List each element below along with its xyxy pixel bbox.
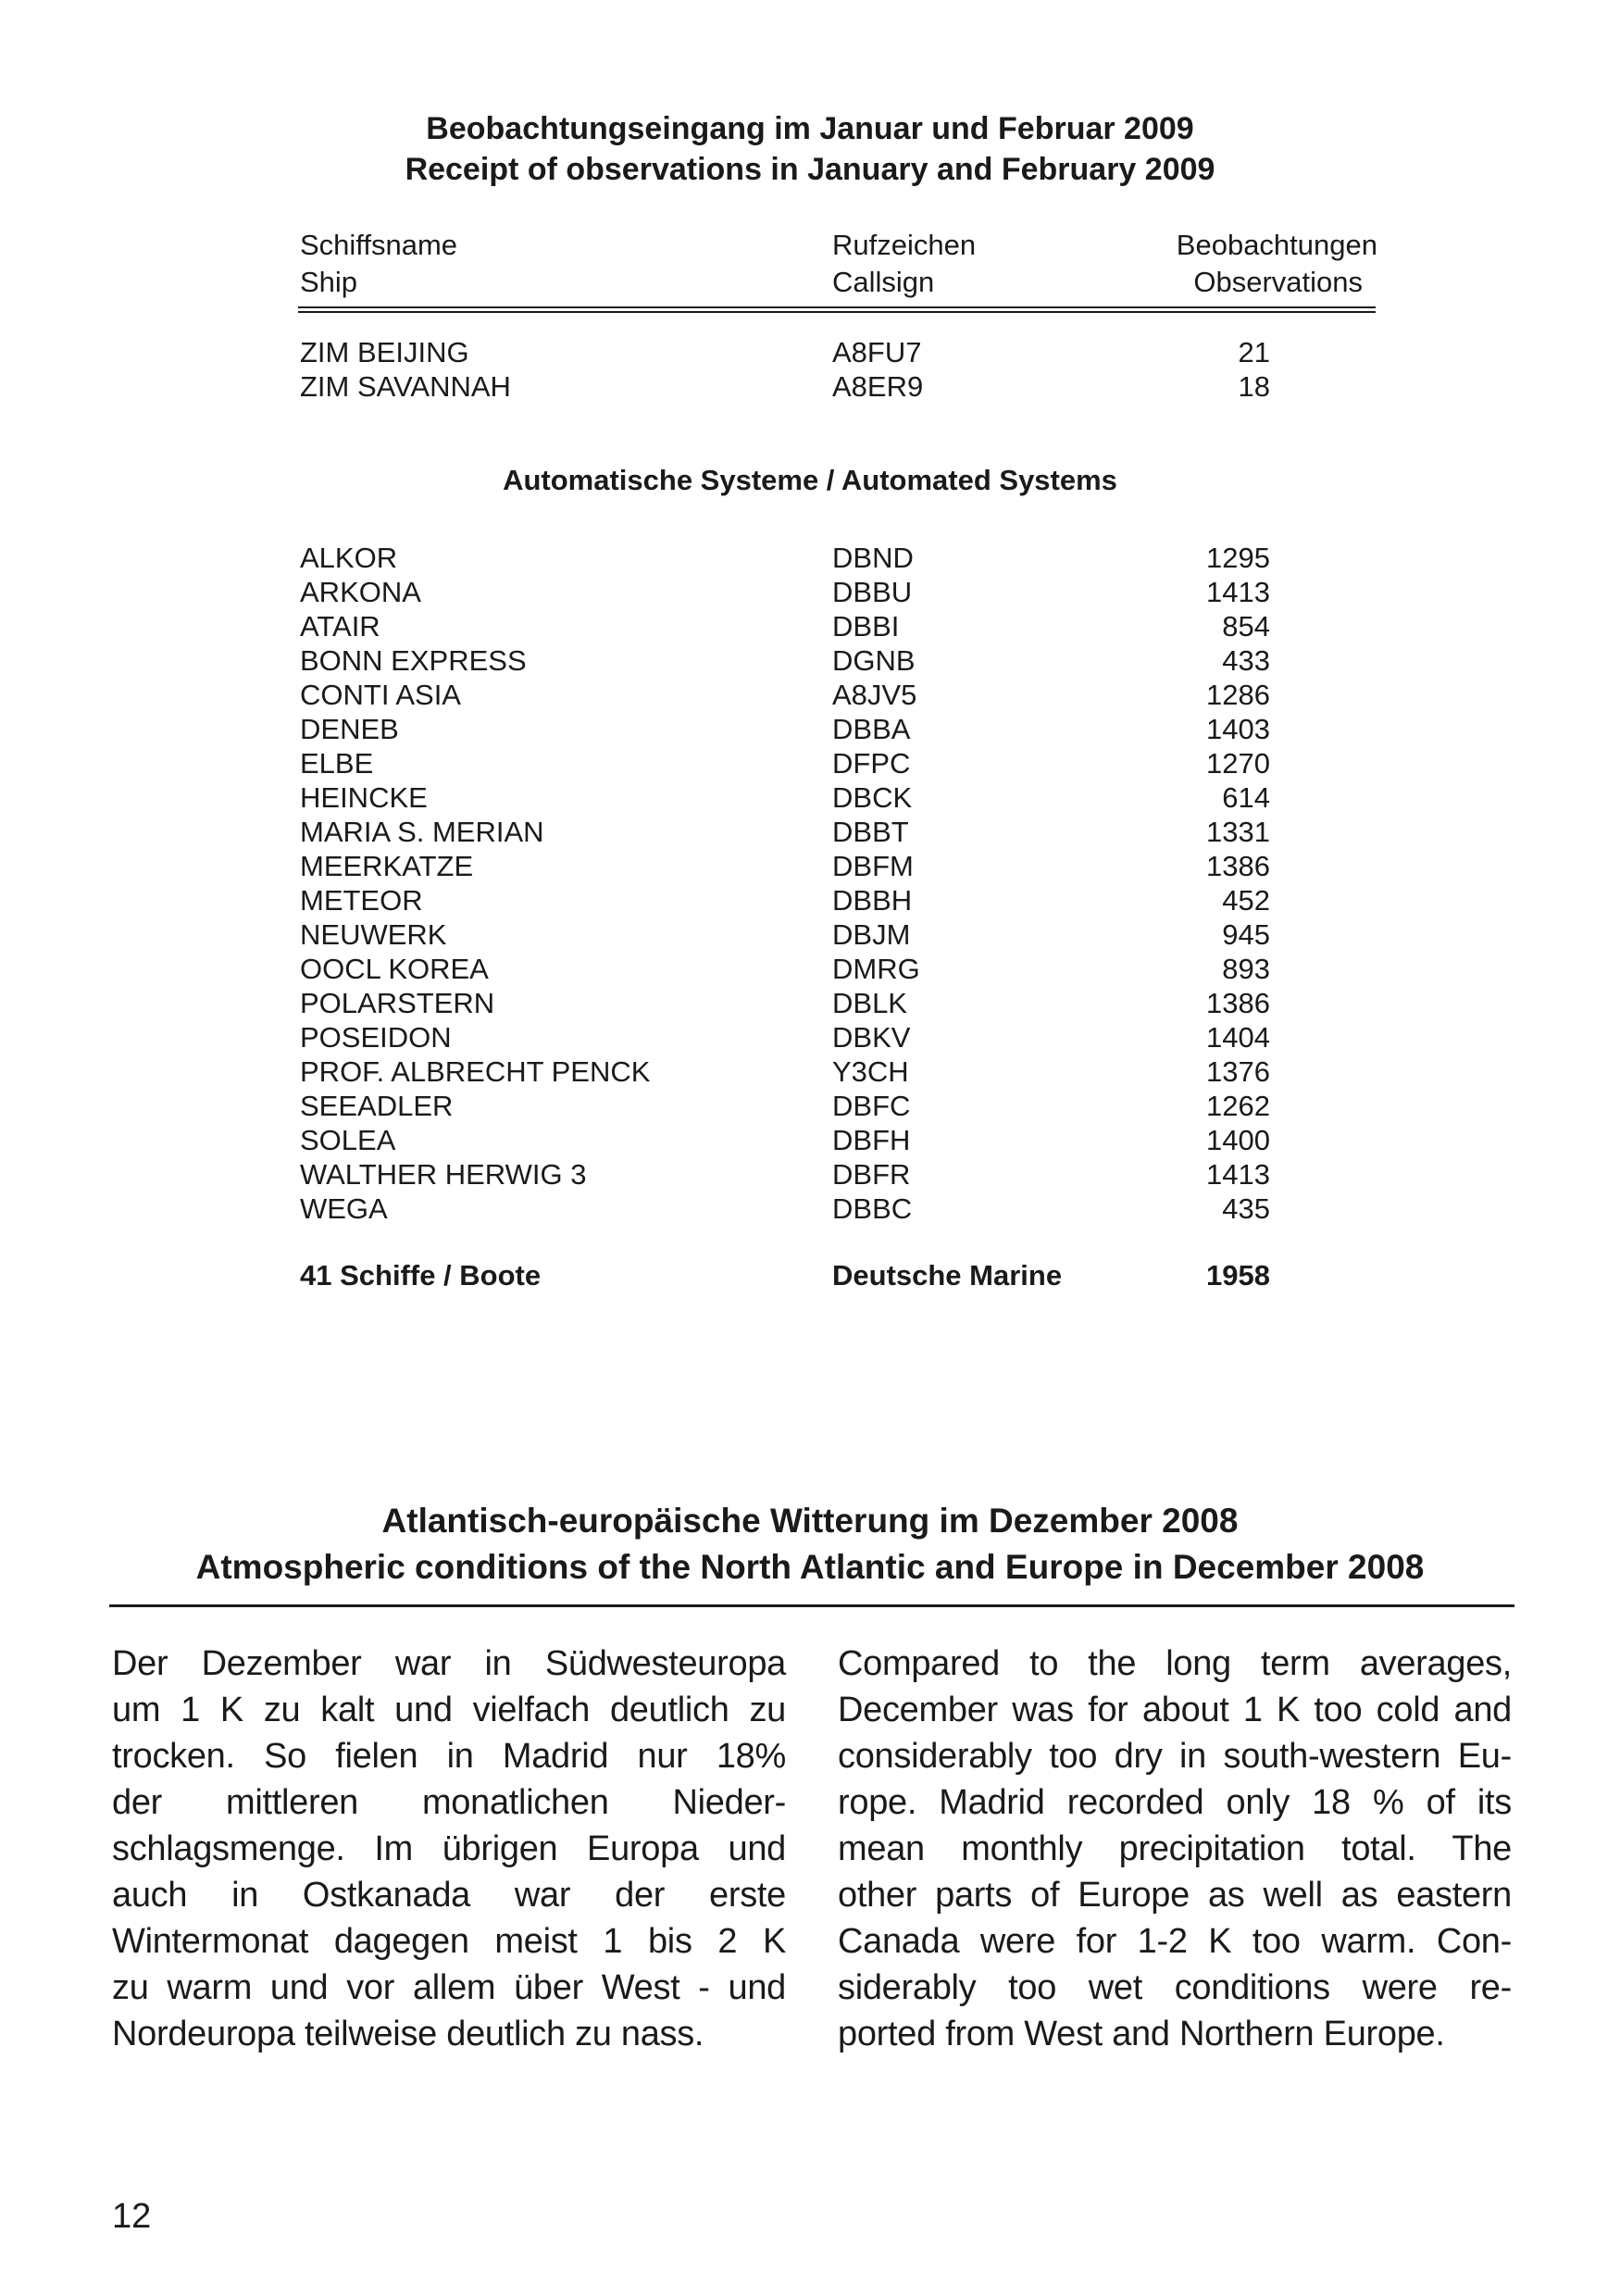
weather-title-de: Atlantisch-europäische Witterung im Dezember 2008: [381, 1502, 1239, 1540]
ship-name: POSEIDON: [300, 1021, 452, 1054]
ship-name: SOLEA: [300, 1124, 396, 1156]
callsign: DBBT: [832, 816, 909, 848]
page-number: 12: [112, 2197, 152, 2236]
observation-count: 1270: [1206, 747, 1270, 780]
callsign: DBFC: [832, 1090, 911, 1122]
weather-title-en: Atmospheric conditions of the North Atlantic and Europe in December 2008: [195, 1548, 1425, 1586]
ship-name: HEINCKE: [300, 781, 428, 814]
ship-name: OOCL KOREA: [300, 953, 489, 985]
text-line: zu warm und vor allem über West - und: [112, 1968, 786, 2007]
ship-name: CONTI ASIA: [300, 679, 461, 711]
text-line: Nordeuropa teilweise deutlich zu nass.: [112, 2015, 704, 2053]
observation-count: 854: [1222, 610, 1270, 643]
weather-text-de: [112, 1641, 786, 2057]
text-line: trocken. So fielen in Madrid nur 18%: [112, 1737, 786, 1776]
callsign: DBBA: [832, 713, 911, 745]
ship-name: POLARSTERN: [300, 987, 495, 1019]
observation-count: 1404: [1206, 1021, 1270, 1054]
ship-name: ZIM SAVANNAH: [300, 370, 511, 403]
callsign: DBFH: [832, 1124, 911, 1156]
text-line: Wintermonat dagegen meist 1 bis 2 K: [112, 1922, 786, 1961]
observation-count: 1413: [1206, 1158, 1270, 1191]
ship-name: ATAIR: [300, 610, 380, 643]
callsign: Y3CH: [832, 1055, 909, 1088]
text-line: ported from West and Northern Europe.: [838, 2015, 1445, 2053]
observation-count: 1295: [1206, 542, 1270, 574]
callsign: DBFM: [832, 850, 914, 882]
callsign: A8JV5: [832, 679, 917, 711]
ship-name: ALKOR: [300, 542, 398, 574]
ship-name: ZIM BEIJING: [300, 336, 469, 368]
callsign: DBBH: [832, 884, 913, 917]
observation-count: 614: [1222, 781, 1270, 814]
callsign: DGNB: [832, 644, 916, 677]
ship-name: METEOR: [300, 884, 423, 917]
observation-count: 1386: [1206, 850, 1270, 882]
callsign: DBCK: [832, 781, 913, 814]
observation-count: 435: [1222, 1192, 1270, 1225]
total-count: 1958: [1206, 1259, 1270, 1292]
text-line: siderably too wet conditions were re-: [838, 1968, 1512, 2007]
weather-text-en: [838, 1641, 1512, 2057]
callsign: A8ER9: [832, 370, 924, 403]
ship-name: SEEADLER: [300, 1090, 454, 1122]
text-line: other parts of Europe as well as eastern: [838, 1876, 1512, 1915]
observation-count: 1331: [1206, 816, 1270, 848]
callsign: DFPC: [832, 747, 911, 780]
ship-name: DENEB: [300, 713, 399, 745]
col-header-callsign-de: Rufzeichen: [832, 229, 977, 261]
callsign: DBBC: [832, 1192, 913, 1225]
text-line: Der Dezember war in Südwesteuropa: [112, 1644, 786, 1683]
automated-systems-heading: Automatische Systeme / Automated Systems: [503, 464, 1117, 496]
callsign: DBJM: [832, 918, 911, 951]
col-header-ship-en: Ship: [300, 266, 358, 298]
ship-name: ELBE: [300, 747, 374, 780]
ship-name: BONN EXPRESS: [300, 644, 527, 677]
text-line: considerably too dry in south-western Eu-: [838, 1737, 1512, 1776]
header-rule: [298, 306, 1376, 308]
observation-count: 21: [1238, 336, 1270, 368]
text-line: mean monthly precipitation total. The: [838, 1829, 1512, 1868]
observations-title-en: Receipt of observations in January and February 2009: [405, 152, 1215, 187]
observation-count: 1386: [1206, 987, 1270, 1019]
ship-name: MEERKATZE: [300, 850, 474, 882]
text-line: schlagsmenge. Im übrigen Europa und: [112, 1829, 786, 1868]
observation-count: 1376: [1206, 1055, 1270, 1088]
total-callsign-label: Deutsche Marine: [832, 1259, 1063, 1292]
observation-count: 893: [1222, 953, 1270, 985]
ship-name: PROF. ALBRECHT PENCK: [300, 1055, 651, 1088]
ship-name: WEGA: [300, 1192, 388, 1225]
text-line: um 1 K zu kalt und vielfach deutlich zu: [112, 1691, 786, 1729]
observation-count: 1262: [1206, 1090, 1270, 1122]
text-line: der mittleren monatlichen Nieder-: [112, 1783, 786, 1822]
col-header-ship-de: Schiffsname: [300, 229, 458, 261]
observation-count: 18: [1238, 370, 1270, 403]
text-line: Canada were for 1-2 K too warm. Con-: [838, 1922, 1512, 1961]
callsign: DBBI: [832, 610, 900, 643]
col-header-observations-en: Observations: [1193, 266, 1363, 298]
col-header-observations-de: Beobachtungen: [1176, 229, 1377, 261]
header-rule-double: [298, 311, 1376, 313]
ship-name: NEUWERK: [300, 918, 447, 951]
text-line: Compared to the long term averages,: [838, 1644, 1512, 1683]
text-line: December was for about 1 K too cold and: [838, 1691, 1512, 1729]
text-line: rope. Madrid recorded only 18 % of its: [838, 1783, 1512, 1822]
section-rule: [109, 1604, 1514, 1607]
ship-name: MARIA S. MERIAN: [300, 816, 544, 848]
callsign: DBFR: [832, 1158, 911, 1191]
observation-count: 452: [1222, 884, 1270, 917]
col-header-callsign-en: Callsign: [832, 266, 935, 298]
callsign: DBND: [832, 542, 914, 574]
callsign: DBLK: [832, 987, 907, 1019]
observation-count: 945: [1222, 918, 1270, 951]
observations-title-de: Beobachtungseingang im Januar und Februar 2009: [426, 111, 1194, 146]
total-ships-label: 41 Schiffe / Boote: [300, 1259, 542, 1292]
observation-count: 1413: [1206, 576, 1270, 608]
callsign: DBKV: [832, 1021, 911, 1054]
observation-count: 433: [1222, 644, 1270, 677]
text-line: auch in Ostkanada war der erste: [112, 1876, 786, 1915]
callsign: DMRG: [832, 953, 920, 985]
ship-name: WALTHER HERWIG 3: [300, 1158, 587, 1191]
callsign: A8FU7: [832, 336, 922, 368]
observation-count: 1286: [1206, 679, 1270, 711]
ship-name: ARKONA: [300, 576, 421, 608]
observation-count: 1403: [1206, 713, 1270, 745]
observation-count: 1400: [1206, 1124, 1270, 1156]
callsign: DBBU: [832, 576, 913, 608]
